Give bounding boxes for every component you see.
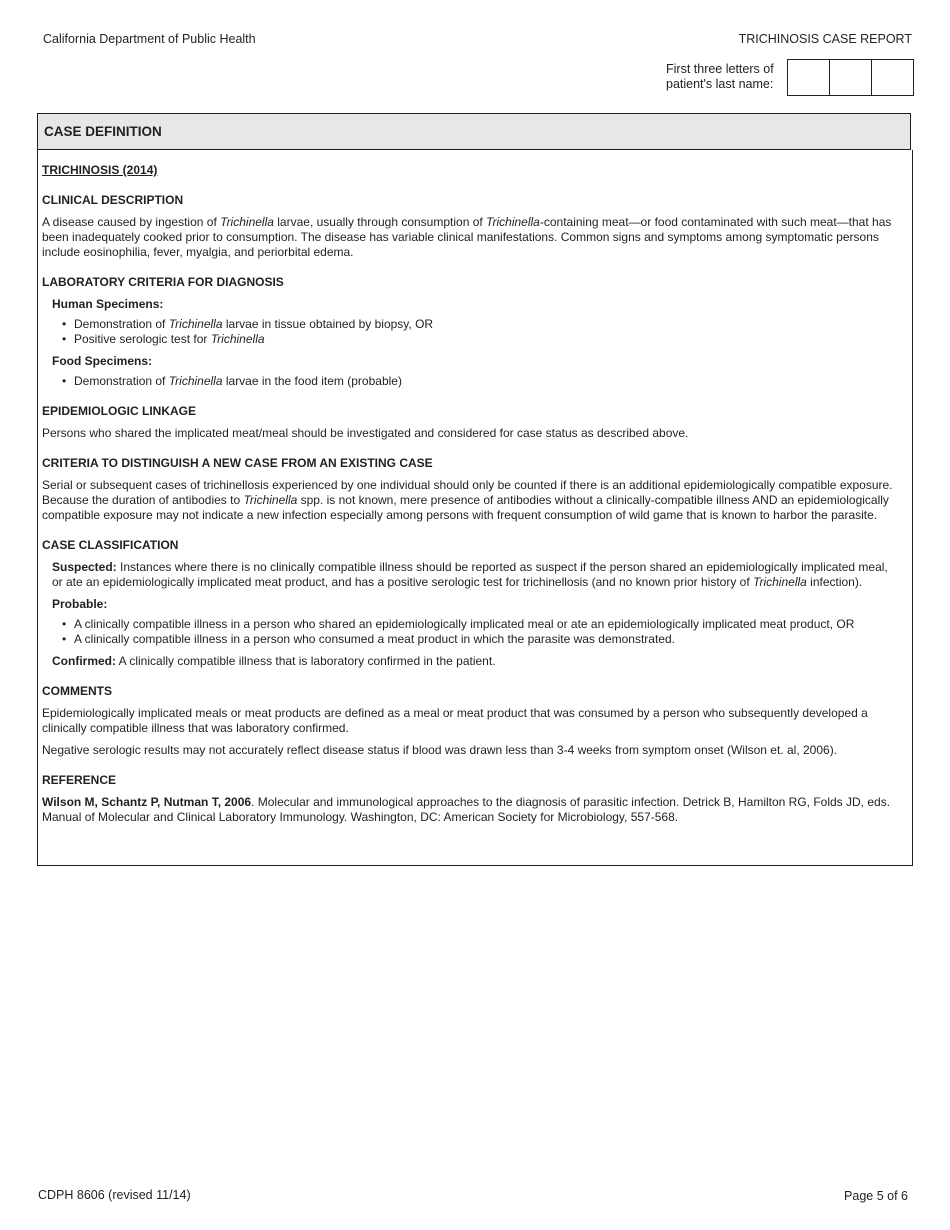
classification-heading: CASE CLASSIFICATION bbox=[42, 538, 179, 552]
comments-heading: COMMENTS bbox=[42, 684, 112, 698]
lab-heading: LABORATORY CRITERIA FOR DIAGNOSIS bbox=[42, 275, 284, 289]
form-id: CDPH 8606 (revised 11/14) bbox=[38, 1188, 191, 1202]
list-item: • Demonstration of Trichinella larvae in the food item (probable) bbox=[62, 374, 896, 389]
reference-heading: REFERENCE bbox=[42, 773, 117, 787]
report-title: TRICHINOSIS CASE REPORT bbox=[738, 32, 912, 46]
disease-title: TRICHINOSIS (2014) bbox=[42, 163, 158, 177]
probable-list bbox=[62, 617, 896, 647]
organization-name: California Department of Public Health bbox=[43, 32, 256, 46]
initials-label: First three letters of patient's last name: bbox=[666, 62, 774, 91]
epi-heading: EPIDEMIOLOGIC LINKAGE bbox=[42, 404, 197, 418]
initial-letter-box-2[interactable] bbox=[830, 60, 872, 95]
case-definition-body bbox=[37, 150, 913, 866]
human-specimens-label: Human Specimens: bbox=[52, 297, 164, 311]
criteria-heading: CRITERIA TO DISTINGUISH A NEW CASE FROM AN EXISTING CASE bbox=[42, 456, 433, 470]
epi-text: Persons who shared the implicated meat/meal should be investigated and considered for case status as described above. bbox=[42, 426, 689, 440]
list-item: • Positive serologic test for Trichinella bbox=[62, 332, 896, 347]
reference-citation: Wilson M, Schantz P, Nutman T, 2006. Molecular and immunological approaches to the diagnosis of parasitic infection. Detrick B, Hamilton RG, Folds JD, eds. Manual of Molecular and Clinical Laboratory Immunology. Washington, DC: American Society for Microbiology, 557-568. bbox=[42, 795, 891, 824]
initial-letter-box-1[interactable] bbox=[788, 60, 830, 95]
list-item: • Demonstration of Trichinella larvae in tissue obtained by biopsy, OR bbox=[62, 317, 896, 332]
comments-paragraph: Epidemiologically implicated meals or meat products are defined as a meal or meat product that was consumed by a person who subsequently developed a clinically compatible illness that was laboratory confirmed. bbox=[42, 706, 868, 735]
section-header: CASE DEFINITION bbox=[37, 113, 911, 150]
clinical-description: A disease caused by ingestion of Trichinella larvae, usually through consumption of Trichinella-containing meat—or food contaminated with such meat—that has been inadequately cooked prior to consumption. The disease has variable clinical manifestations. Common signs and symptoms among symptomatic persons include eosinophilia, fever, myalgia, and periorbital edema. bbox=[42, 215, 892, 259]
human-specimens-list bbox=[62, 317, 896, 347]
food-specimens-list bbox=[62, 374, 896, 389]
page-number: Page 5 of 6 bbox=[844, 1189, 908, 1203]
suspected-definition: Suspected: Instances where there is no clinically compatible illness should be reported as suspect if the person shared an epidemiologically implicated meal, or ate an epidemiologically implicated meat product, and has a positive serologic test for trichinellosis (and no known prior history of Trichinella infection). bbox=[52, 560, 888, 589]
criteria-text: Serial or subsequent cases of trichinellosis experienced by one individual should only be counted if there is an additional epidemiologically compatible exposure. Because the duration of antibodies to Trichinella spp. is not known, mere presence of antibodies without a clinically-compatible illness AND an epidemiologically compatible exposure may not indicate a new infection especially among persons with frequent consumption of wild game that is known to harbor the parasite. bbox=[42, 478, 893, 522]
food-specimens-label: Food Specimens: bbox=[52, 354, 153, 368]
list-item: • A clinically compatible illness in a person who consumed a meat product in which the parasite was demonstrated. bbox=[62, 632, 896, 647]
confirmed-definition: Confirmed: A clinically compatible illness that is laboratory confirmed in the patient. bbox=[52, 654, 496, 668]
initials-input-group bbox=[787, 59, 914, 96]
clinical-heading: CLINICAL DESCRIPTION bbox=[42, 193, 184, 207]
probable-label: Probable: bbox=[52, 597, 108, 611]
list-item: • A clinically compatible illness in a person who shared an epidemiologically implicated meal or ate an epidemiologically implicated meat product, OR bbox=[62, 617, 896, 632]
comments-paragraph: Negative serologic results may not accurately reflect disease status if blood was drawn less than 3-4 weeks from symptom onset (Wilson et. al, 2006). bbox=[42, 743, 838, 757]
initial-letter-box-3[interactable] bbox=[872, 60, 913, 95]
